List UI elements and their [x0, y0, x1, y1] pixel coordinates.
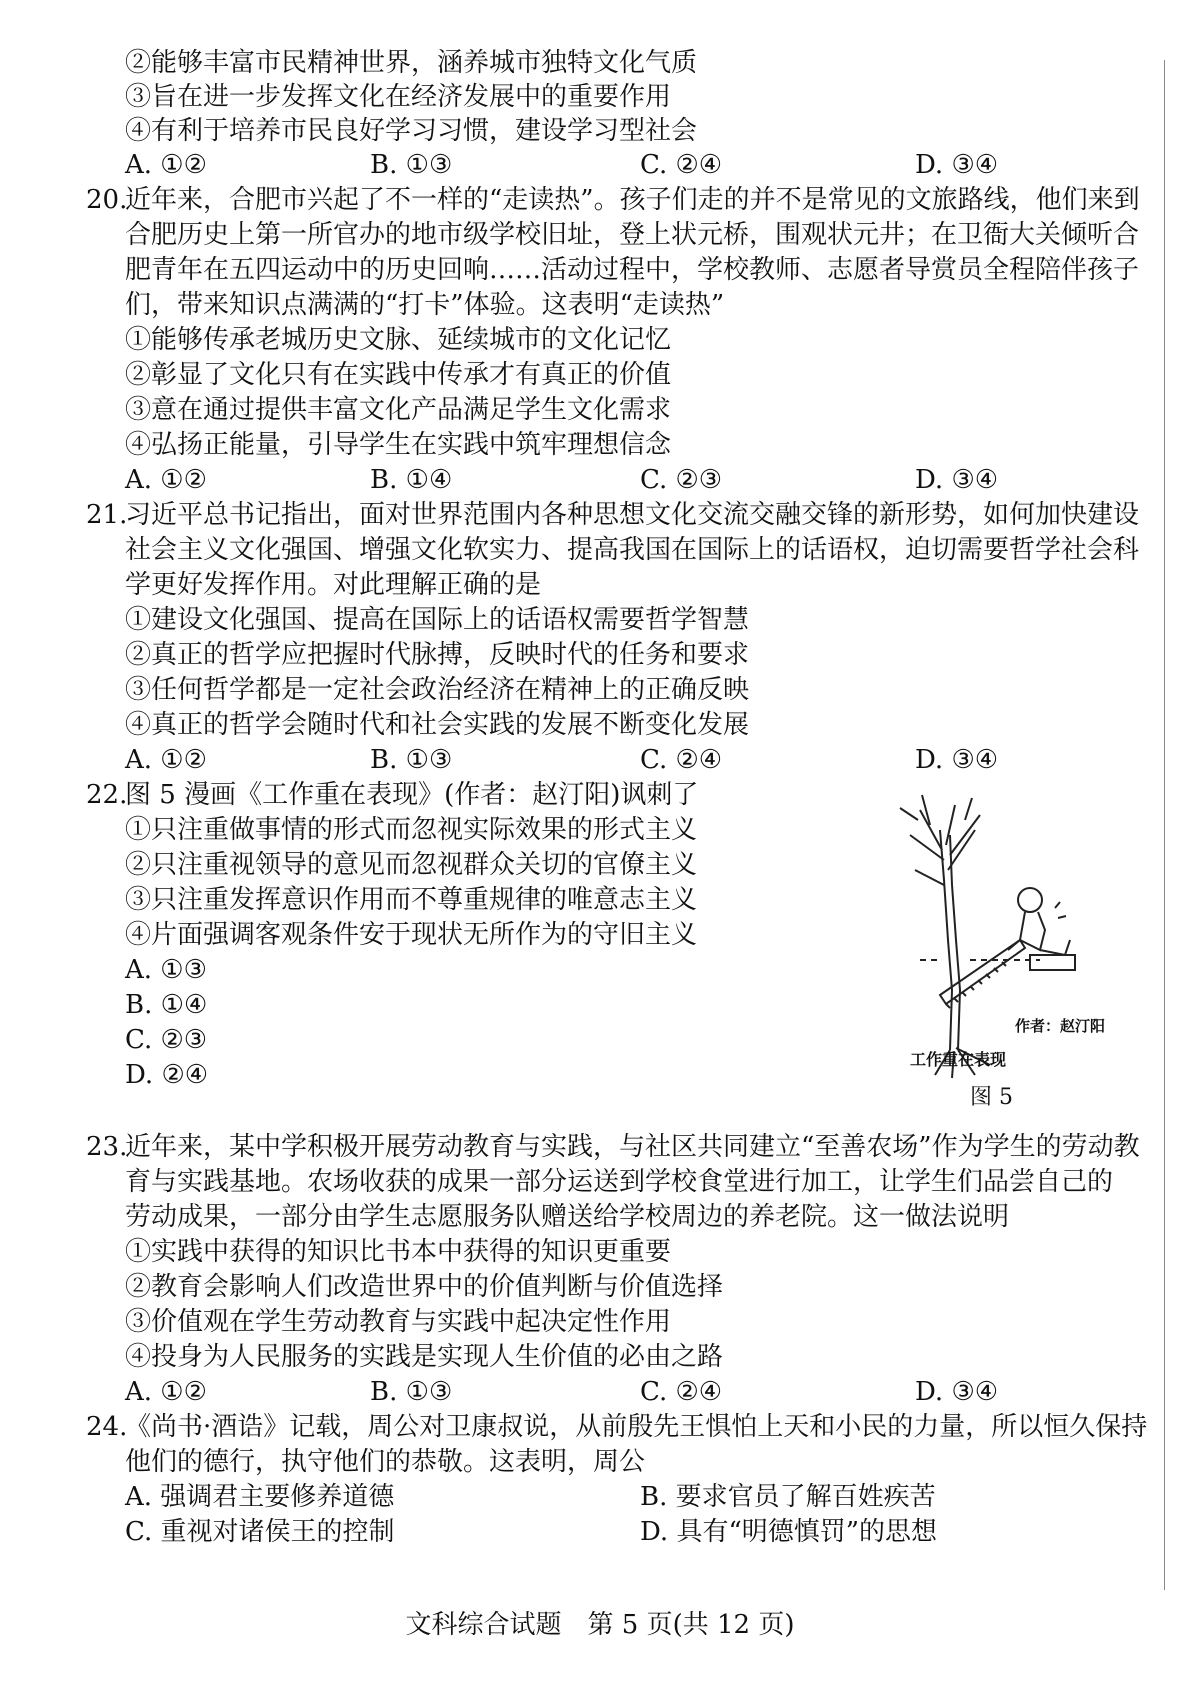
q23-number: 23.: [86, 1132, 128, 1162]
cartoon-title: 工作重在表现: [910, 1050, 1007, 1069]
q21-stem-line-3: 学更好发挥作用。对此理解正确的是: [125, 570, 542, 600]
q20-option-a: A. ①②: [125, 465, 207, 495]
q22-option-a: A. ①③: [125, 955, 207, 985]
q19-option-d: D. ③④: [915, 150, 999, 180]
q21-statement-4: ④真正的哲学会随时代和社会实践的发展不断变化发展: [125, 710, 750, 740]
q23-option-c: C. ②④: [640, 1377, 723, 1407]
q19-option-b: B. ①③: [370, 150, 453, 180]
q23-option-a: A. ①②: [125, 1377, 207, 1407]
q20-statement-1: ①能够传承老城历史文脉、延续城市的文化记忆: [125, 325, 672, 355]
q20-option-d: D. ③④: [915, 465, 999, 495]
q22-stem-line-1: 图 5 漫画《工作重在表现》(作者：赵汀阳)讽刺了: [125, 780, 699, 810]
q23-option-d: D. ③④: [915, 1377, 999, 1407]
q24-option-c: C. 重视对诸侯王的控制: [125, 1517, 395, 1547]
q23-stem-line-1: 近年来，某中学积极开展劳动教育与实践，与社区共同建立“至善农场”作为学生的劳动教: [125, 1132, 1140, 1162]
q22-statement-3: ③只注重发挥意识作用而不尊重规律的唯意志主义: [125, 885, 698, 915]
q23-stem-line-3: 劳动成果，一部分由学生志愿服务队赠送给学校周边的养老院。这一做法说明: [125, 1202, 1010, 1232]
q21-number: 21.: [86, 500, 128, 530]
q21-option-d: D. ③④: [915, 745, 999, 775]
q19-statement-3: ③旨在进一步发挥文化在经济发展中的重要作用: [125, 82, 672, 112]
q20-statement-2: ②彰显了文化只有在实践中传承才有真正的价值: [125, 360, 672, 390]
q21-stem-line-1: 习近平总书记指出，面对世界范围内各种思想文化交流交融交锋的新形势，如何加快建设: [125, 500, 1140, 530]
figure-5-cartoon: [880, 790, 1130, 1110]
q20-stem-line-1: 近年来，合肥市兴起了不一样的“走读热”。孩子们走的并不是常见的文旅路线，他们来到: [125, 185, 1140, 215]
q21-statement-2: ②真正的哲学应把握时代脉搏，反映时代的任务和要求: [125, 640, 750, 670]
q23-statement-1: ①实践中获得的知识比书本中获得的知识更重要: [125, 1237, 672, 1267]
q23-option-b: B. ①③: [370, 1377, 453, 1407]
q19-option-a: A. ①②: [125, 150, 207, 180]
q23-statement-4: ④投身为人民服务的实践是实现人生价值的必由之路: [125, 1342, 724, 1372]
q23-statement-2: ②教育会影响人们改造世界中的价值判断与价值选择: [125, 1272, 724, 1302]
cartoon-author: 作者：赵汀阳: [1015, 1017, 1106, 1035]
q20-statement-3: ③意在通过提供丰富文化产品满足学生文化需求: [125, 395, 672, 425]
q19-option-c: C. ②④: [640, 150, 723, 180]
page-footer: 文科综合试题 第 5 页(共 12 页): [405, 1610, 795, 1640]
q20-option-b: B. ①④: [370, 465, 453, 495]
q22-option-c: C. ②③: [125, 1025, 208, 1055]
binding-margin-line: [1164, 60, 1165, 1590]
q24-option-b: B. 要求官员了解百姓疾苦: [640, 1482, 936, 1512]
q20-number: 20.: [86, 185, 128, 215]
q20-stem-line-2: 合肥历史上第一所官办的地市级学校旧址，登上状元桥，围观状元井；在卫衙大关倾听合: [125, 220, 1140, 250]
q20-option-c: C. ②③: [640, 465, 723, 495]
q19-statement-2: ②能够丰富市民精神世界，涵养城市独特文化气质: [125, 48, 698, 78]
q23-stem-line-2: 育与实践基地。农场收获的成果一部分运送到学校食堂进行加工，让学生们品尝自己的: [125, 1167, 1114, 1197]
q22-option-b: B. ①④: [125, 990, 208, 1020]
q21-option-a: A. ①②: [125, 745, 207, 775]
q21-statement-3: ③任何哲学都是一定社会政治经济在精神上的正确反映: [125, 675, 750, 705]
q21-option-b: B. ①③: [370, 745, 453, 775]
q24-stem-line-1: 《尚书·酒诰》记载，周公对卫康叔说，从前殷先王惧怕上天和小民的力量，所以恒久保持: [125, 1412, 1148, 1442]
q24-number: 24.: [86, 1412, 128, 1442]
q21-option-c: C. ②④: [640, 745, 723, 775]
q20-statement-4: ④弘扬正能量，引导学生在实践中筑牢理想信念: [125, 430, 672, 460]
q22-option-d: D. ②④: [125, 1060, 209, 1090]
q24-stem-line-2: 他们的德行，执守他们的恭敬。这表明，周公: [125, 1447, 646, 1477]
figure-5-caption: 图 5: [970, 1085, 1013, 1110]
q22-statement-4: ④片面强调客观条件安于现状无所作为的守旧主义: [125, 920, 698, 950]
q24-option-d: D. 具有“明德慎罚”的思想: [640, 1517, 938, 1547]
q24-option-a: A. 强调君主要修养道德: [125, 1482, 395, 1512]
q20-stem-line-3: 肥青年在五四运动中的历史回响……活动过程中，学校教师、志愿者导赏员全程陪伴孩子: [125, 255, 1140, 285]
q22-statement-1: ①只注重做事情的形式而忽视实际效果的形式主义: [125, 815, 698, 845]
q19-statement-4: ④有利于培养市民良好学习习惯，建设学习型社会: [125, 116, 698, 146]
cartoon-tree-saw-icon: [880, 790, 1130, 1080]
q21-stem-line-2: 社会主义文化强国、增强文化软实力、提高我国在国际上的话语权，迫切需要哲学社会科: [125, 535, 1140, 565]
q22-number: 22.: [86, 780, 128, 810]
q22-statement-2: ②只注重视领导的意见而忽视群众关切的官僚主义: [125, 850, 698, 880]
q20-stem-line-4: 们，带来知识点满满的“打卡”体验。这表明“走读热”: [125, 290, 725, 320]
q23-statement-3: ③价值观在学生劳动教育与实践中起决定性作用: [125, 1307, 672, 1337]
q21-statement-1: ①建设文化强国、提高在国际上的话语权需要哲学智慧: [125, 605, 750, 635]
